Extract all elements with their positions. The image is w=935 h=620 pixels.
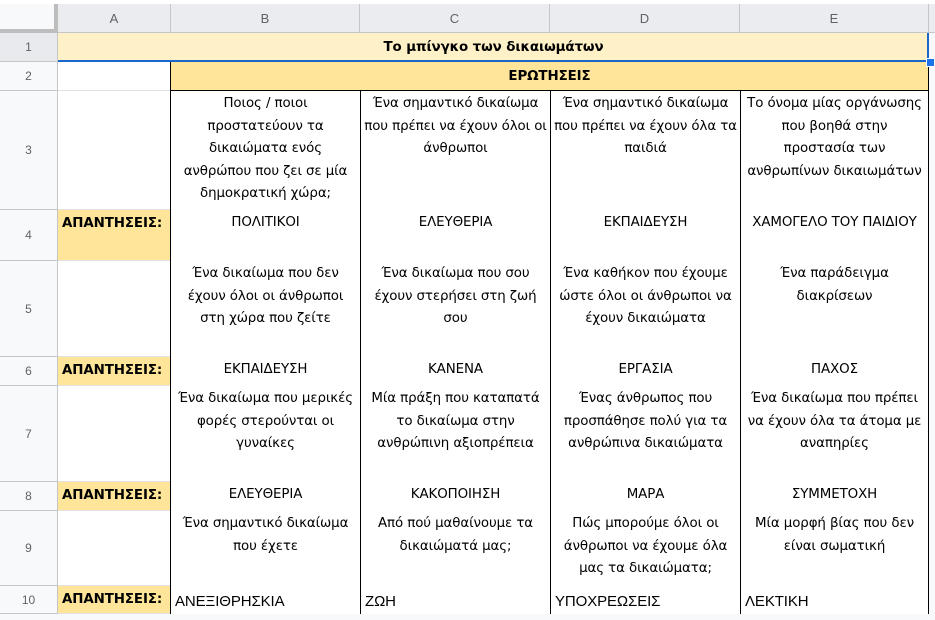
answer-cell[interactable]: ΕΚΠΑΙΔΕΥΣΗ [551,210,741,262]
fill-handle[interactable] [926,58,935,67]
answers-label-cell[interactable]: ΑΠΑΝΤΗΣΕΙΣ: [58,586,171,614]
question-cell[interactable]: Το όνομα μίας οργάνωσης που βοηθά στην προστασία των ανθρωπίνων δικαιωμάτων [741,91,929,211]
row-header-2[interactable]: 2 [0,62,58,91]
answer-cell[interactable]: ΖΩΗ [361,586,551,615]
column-header-c[interactable]: C [360,4,550,33]
row-header-9[interactable]: 9 [0,511,58,586]
row-header-6[interactable]: 6 [0,357,58,386]
answer-cell[interactable]: ΑΝΕΞΙΘΡΗΣΚΙΑ [170,586,361,615]
selection-range-bottom [58,60,929,62]
question-cell[interactable]: Ένα παράδειγμα διακρίσεων [741,261,929,358]
cell-a5[interactable] [58,261,171,357]
cell-a7[interactable] [58,386,171,482]
answer-cell[interactable]: ΛΕΚΤΙΚΗ [741,586,929,615]
row-header-1[interactable]: 1 [0,33,58,62]
column-header-e[interactable]: E [740,4,929,33]
answer-cell[interactable]: ΕΛΕΥΘΕΡΙΑ [170,482,361,512]
answer-cell[interactable]: ΣΥΜΜΕΤΟΧΗ [741,482,929,512]
row-header-10[interactable]: 10 [0,586,58,614]
question-cell[interactable]: Μία πράξη που καταπατά το δικαίωμα στην ανθρώπινη αξιοπρέπεια [361,386,551,483]
answers-label-cell[interactable]: ΑΠΑΝΤΗΣΕΙΣ: [58,357,171,386]
question-cell[interactable]: Ένα καθήκον που έχουμε ώστε όλοι οι άνθρωποι να έχουν δικαιώματα [551,261,741,358]
sheet-bottom-area [0,614,935,620]
question-cell[interactable]: Μία μορφή βίας που δεν είναι σωματική [741,511,929,587]
answer-cell[interactable]: ΜΑΡΑ [551,482,741,512]
column-header-b[interactable]: B [171,4,360,33]
question-cell[interactable]: Πώς μπορούμε όλοι οι άνθρωποι να έχουμε όλα μας τα δικαιώματα; [551,511,741,587]
column-header-f-partial[interactable] [929,4,935,33]
row-header-4[interactable]: 4 [0,210,58,261]
question-cell[interactable]: Ένας άνθρωπος που προσπάθησε πολύ για τα ανθρώπινα δικαιώματα [551,386,741,483]
row-header-7[interactable]: 7 [0,386,58,482]
question-cell[interactable]: Ένα σημαντικό δικαίωμα που πρέπει να έχουν όλα τα παιδιά [551,91,741,211]
row-header-8[interactable]: 8 [0,482,58,511]
answer-cell[interactable]: ΥΠΟΧΡΕΩΣΕΙΣ [551,586,741,615]
answer-cell[interactable]: ΕΚΠΑΙΔΕΥΣΗ [170,357,361,387]
answer-cell[interactable]: ΚΑΚΟΠΟΙΗΣΗ [361,482,551,512]
question-cell[interactable]: Ένα δικαίωμα που σου έχουν στερήσει στη ζωή σου [361,261,551,358]
answers-label-cell[interactable]: ΑΠΑΝΤΗΣΕΙΣ: [58,210,171,261]
cell-a9[interactable] [58,511,171,586]
column-header-a[interactable]: A [58,4,171,33]
row-header-5[interactable]: 5 [0,261,58,357]
question-cell[interactable]: Ένα σημαντικό δικαίωμα που πρέπει να έχουν όλοι οι άνθρωποι [361,91,551,211]
question-cell[interactable]: Ένα δικαίωμα που μερικές φορές στερούνται οι γυναίκες [170,386,361,483]
answer-cell[interactable]: ΕΡΓΑΣΙΑ [551,357,741,387]
answer-cell[interactable]: ΧΑΜΟΓΕΛΟ ΤΟΥ ΠΑΙΔΙΟΥ [741,210,929,262]
question-cell[interactable]: Ένα δικαίωμα που δεν έχουν όλοι οι άνθρωποι στη χώρα που ζείτε [170,261,361,358]
question-cell[interactable]: Ένα σημαντικό δικαίωμα που έχετε [170,511,361,587]
column-header-d[interactable]: D [550,4,740,33]
row-header-3[interactable]: 3 [0,91,58,210]
question-cell[interactable]: Από πού μαθαίνουμε τα δικαιώματά μας; [361,511,551,587]
cell-a3[interactable] [58,91,171,210]
cell-a2[interactable] [58,62,171,91]
answer-cell[interactable]: ΠΑΧΟΣ [741,357,929,387]
sheet-title-cell[interactable]: Το μπίνγκο των δικαιωμάτων [58,33,929,62]
answers-label-cell[interactable]: ΑΠΑΝΤΗΣΕΙΣ: [58,482,171,511]
select-all-corner[interactable] [0,4,58,33]
question-cell[interactable]: Ένα δικαίωμα που πρέπει να έχουν όλα τα άτομα με αναπηρίες [741,386,929,483]
questions-header-cell[interactable]: ΕΡΩΤΗΣΕΙΣ [170,62,929,91]
answer-cell[interactable]: ΕΛΕΥΘΕΡΙΑ [361,210,551,262]
question-cell[interactable]: Ποιος / ποιοι προστατεύουν τα δικαιώματα ενός ανθρώπου που ζει σε μία δημοκρατική χώρα; [170,91,361,211]
answer-cell[interactable]: ΠΟΛΙΤΙΚΟΙ [170,210,361,262]
answer-cell[interactable]: ΚΑΝΕΝΑ [361,357,551,387]
